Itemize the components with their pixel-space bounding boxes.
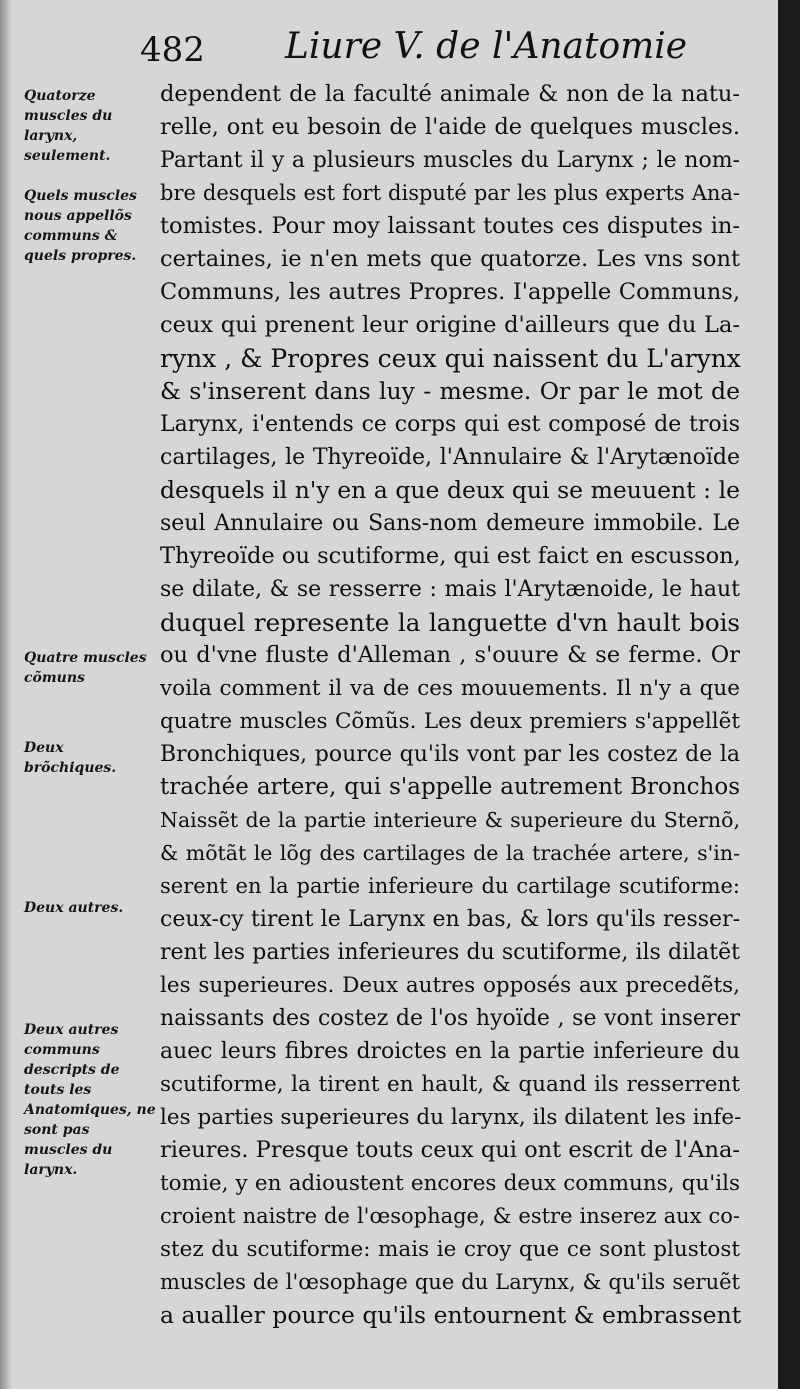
text-line: tomie, y en adioustent encores deux communs, qu'ils xyxy=(160,1171,740,1196)
margin-note: Deux autres communs descripts de touts les Anatomiques, ne sont pas muscles du larynx. xyxy=(24,1022,156,1178)
text-line: ceux-cy tirent le Larynx en bas, & lors qu'ils resser- xyxy=(160,907,740,932)
text-line: Thyreoïde ou scutiforme, qui est faict en escusson, xyxy=(160,543,741,569)
text-line: tomistes. Pour moy laissant toutes ces disputes in- xyxy=(160,213,740,239)
text-line: voila comment il va de ces mouuements. Il n'y a que xyxy=(160,676,740,701)
text-line: serent en la partie inferieure du cartilage scutiforme: xyxy=(160,874,740,898)
text-line: cartilages, le Thyreoïde, l'Annulaire & l'Arytænoïde xyxy=(160,445,740,470)
text-line: seul Annulaire ou Sans-nom demeure immobile. Le xyxy=(160,511,740,536)
text-line: les superieures. Deux autres opposés aux precedẽts, xyxy=(160,973,740,998)
text-line: stez du scutiforme: mais ie croy que ce sont plustost xyxy=(160,1237,740,1262)
text-line: Partant il y a plusieurs muscles du Larynx ; le nom- xyxy=(160,148,740,173)
margin-note: Deux brõchiques. xyxy=(24,740,117,776)
text-line: trachée artere, qui s'appelle autrement Bronchos xyxy=(160,774,740,800)
running-title: Liure V. de l'Anatomie xyxy=(285,26,688,67)
text-line: Larynx, i'entends ce corps qui est composé de trois xyxy=(160,412,740,437)
text-line: ou d'vne fluste d'Alleman , s'ouure & se ferme. Or xyxy=(160,642,740,668)
text-line: naissants des costez de l'os hyoïde , se vont inserer xyxy=(160,1006,740,1031)
text-line: quatre muscles Cõmũs. Les deux premiers s'appellẽt xyxy=(160,709,740,734)
text-line: Communs, les autres Propres. I'appelle Communs, xyxy=(160,279,740,305)
text-line: Bronchiques, pource qu'ils vont par les costez de la xyxy=(160,742,740,767)
text-line: dependent de la faculté animale & non de la natu- xyxy=(160,81,740,107)
text-line: a aualler pource qu'ils entournent & embrassent xyxy=(160,1301,742,1329)
text-line: certaines, ie n'en mets que quatorze. Les vns sont xyxy=(160,246,740,272)
text-line: & s'inserent dans luy - mesme. Or par le mot de xyxy=(160,377,740,405)
margin-note: Quatorze muscles du larynx, seulement. xyxy=(24,88,113,164)
margin-note: Quels muscles nous appellõs communs & quels propres. xyxy=(24,188,137,264)
text-line: desquels il n'y en a que deux qui se meuuent : le xyxy=(160,476,740,504)
page-edge-shadow xyxy=(0,0,12,1389)
text-line: se dilate, & se resserre : mais l'Arytænoide, le haut xyxy=(160,577,740,602)
text-line: auec leurs fibres droictes en la partie inferieure du xyxy=(160,1039,740,1064)
margin-note: Deux autres. xyxy=(24,900,124,916)
text-line: rynx , & Propres ceux qui naissent du L'arynx xyxy=(160,344,741,373)
text-line: & mõtãt le lõg des cartilages de la trachée artere, s'in- xyxy=(160,841,740,865)
page-number: 482 xyxy=(140,30,205,70)
text-line: scutiforme, la tirent en hault, & quand ils resserrent xyxy=(160,1072,740,1097)
page-header xyxy=(140,22,740,72)
text-line: rent les parties inferieures du scutiforme, ils dilatẽt xyxy=(160,940,740,965)
text-line: croient naistre de l'œsophage, & estre inserez aux co- xyxy=(160,1204,740,1228)
text-line: les parties superieures du larynx, ils dilatent les infe- xyxy=(160,1105,742,1130)
text-line: duquel represente la languette d'vn hault bois xyxy=(160,608,740,637)
text-line: relle, ont eu besoin de l'aide de quelques muscles. xyxy=(160,114,740,140)
text-line: bre desquels est fort disputé par les plus experts Ana- xyxy=(160,181,740,205)
text-line: muscles de l'œsophage que du Larynx, & qu'ils seruẽt xyxy=(160,1270,740,1294)
text-line: rieures. Presque touts ceux qui ont escrit de l'Ana- xyxy=(160,1137,740,1163)
text-line: ceux qui prenent leur origine d'ailleurs que du La- xyxy=(160,312,740,338)
text-line: Naissẽt de la partie interieure & superieure du Sternõ, xyxy=(160,808,740,832)
margin-note: Quatre muscles cõmuns xyxy=(24,650,147,686)
